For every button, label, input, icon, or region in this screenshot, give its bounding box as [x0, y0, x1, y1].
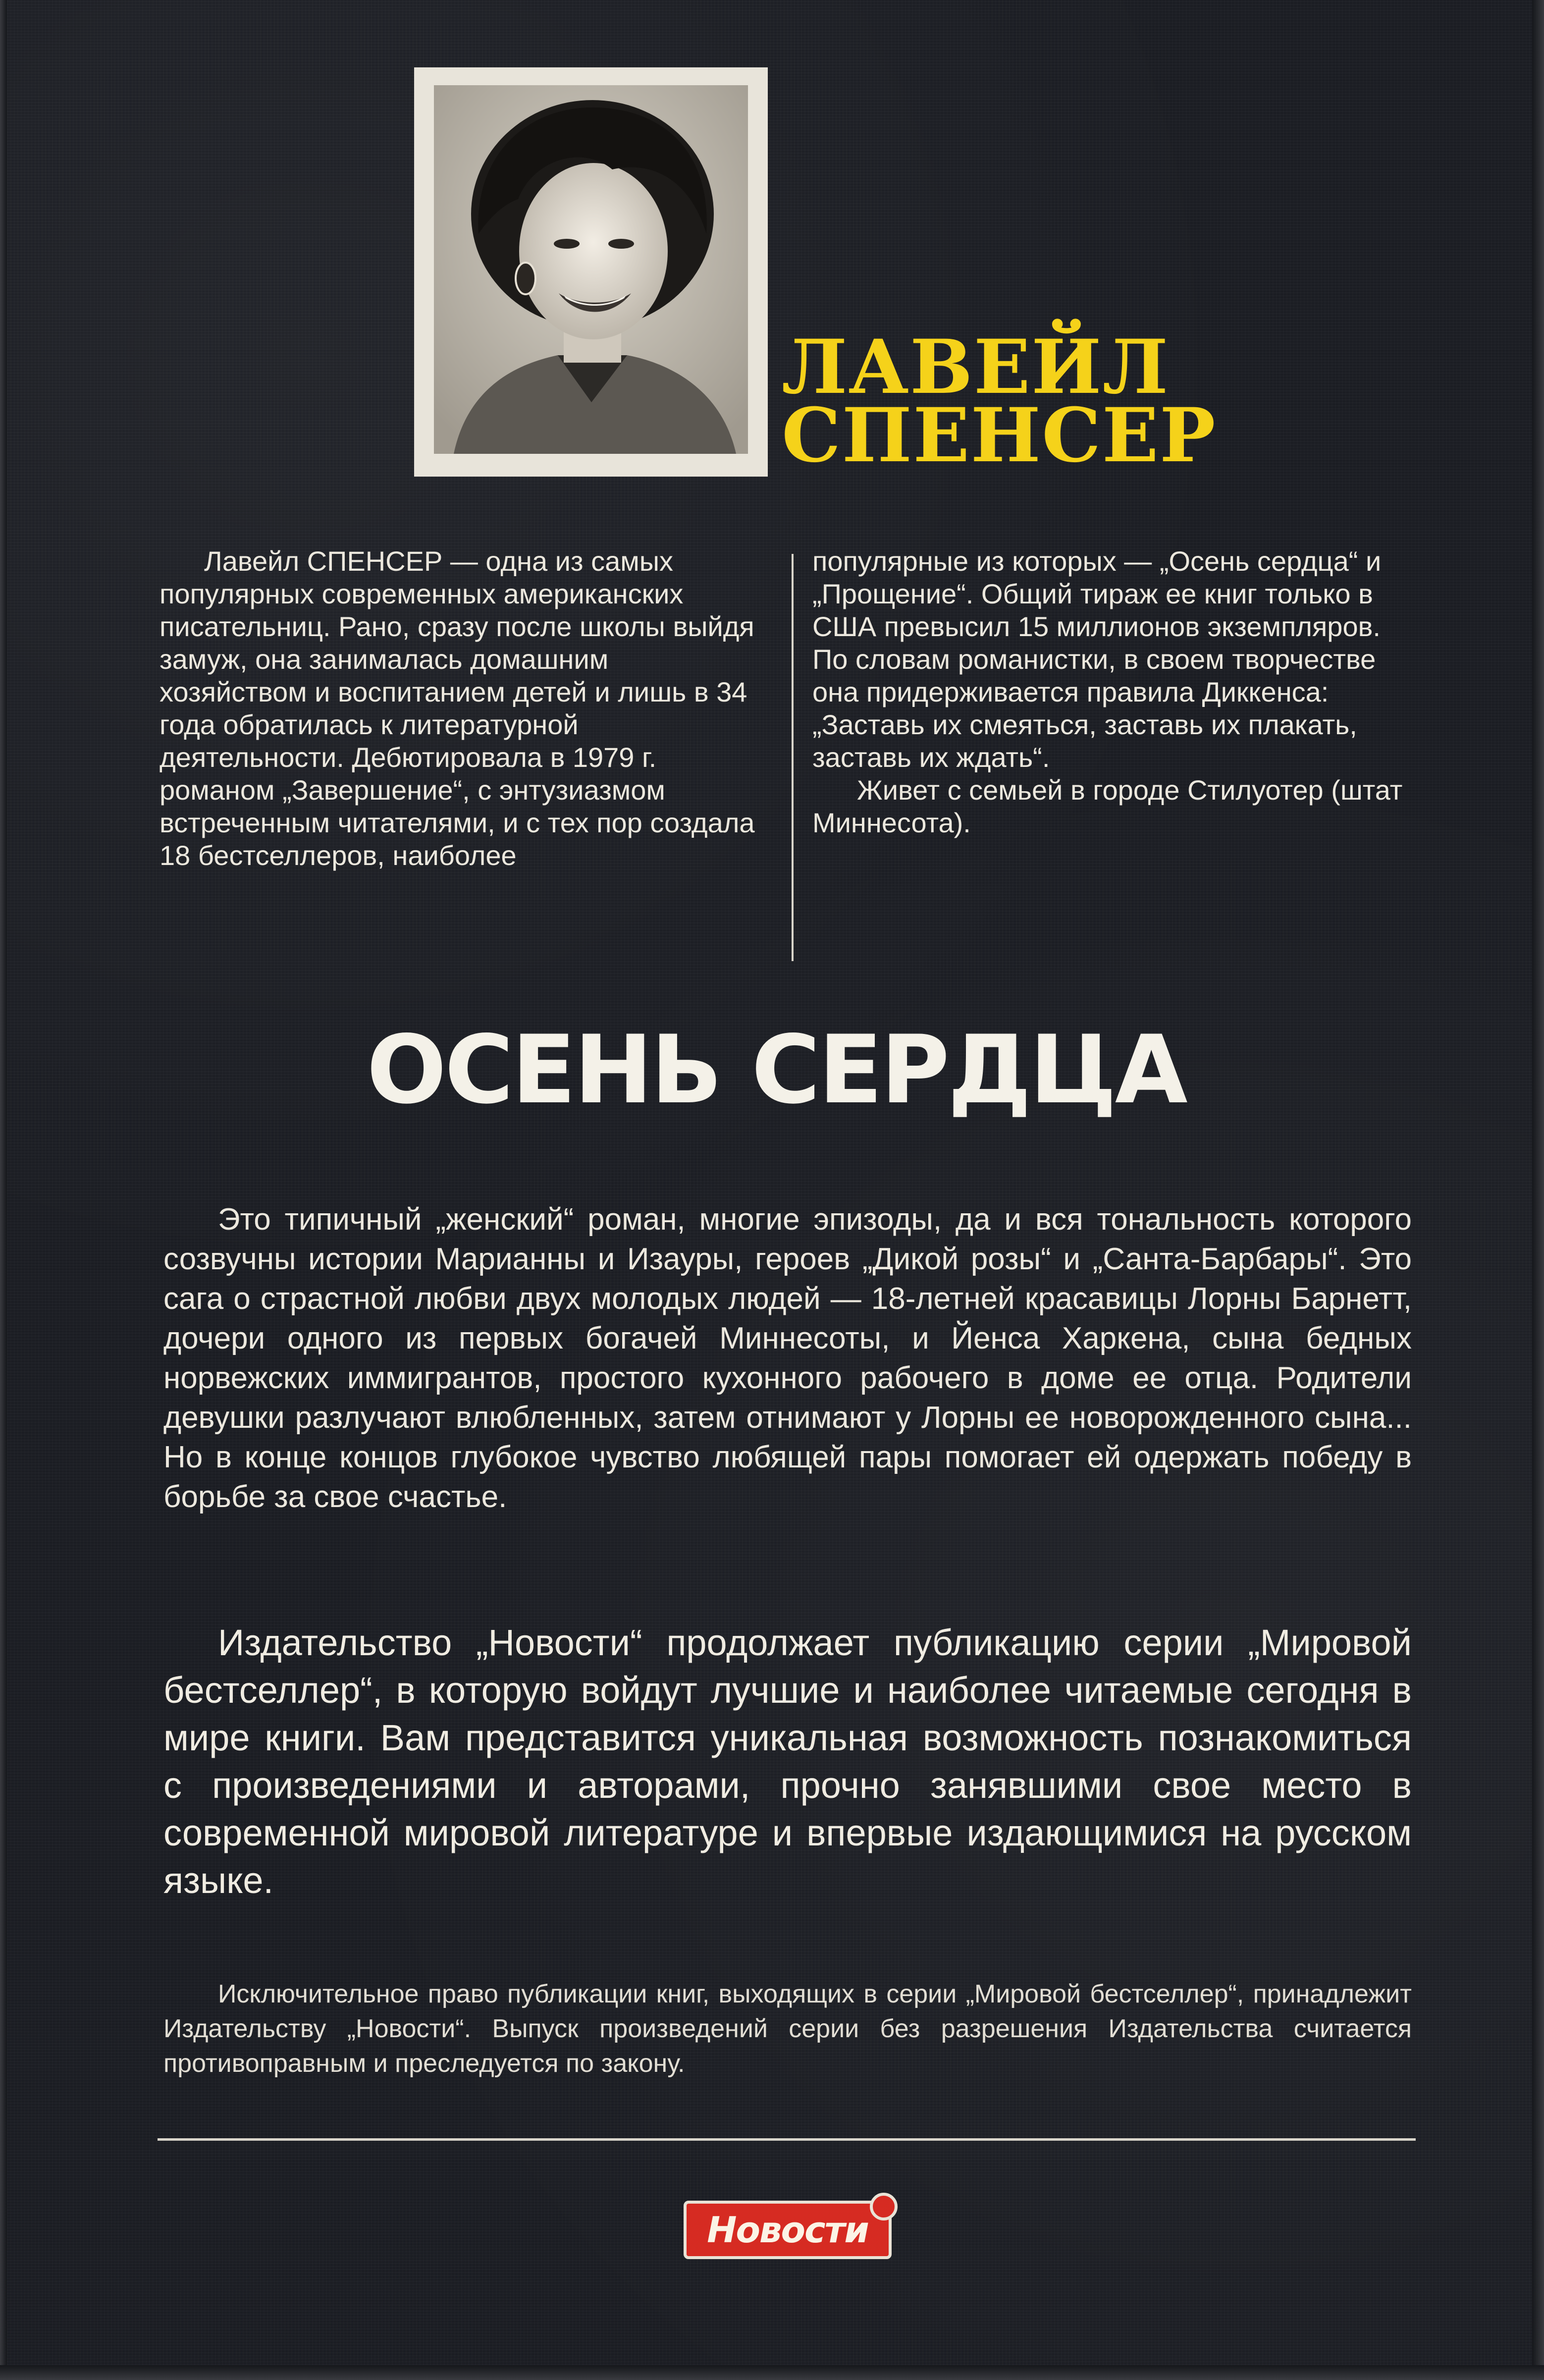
- book-synopsis: Это типичный „женский“ роман, многие эпизоды, да и вся тональность которого созвучны истории Марианны и Изауры, героев „Дикой розы“ и „Санта-Барбары“. Это сага о страстной любви двух молодых людей — 18-летней красавицы Лорны Барнетт, дочери одного из первых богачей Миннесоты, и Йенса Харкена, сына бедных норвежских иммигрантов, простого кухонного рабочего в доме ее отца. Родители девушки разлучают влюбленных, затем отнимают у Лорны ее новорожденного сына... Но в конце концов глубокое чувство любящей пары помогает ей одержать победу в борьбе за свое счастье.: [163, 1202, 1412, 1514]
- author-bio-text-right: популярные из которых — „Осень сердца“ и „Прощение“. Общий тираж ее книг только в США превысил 15 миллионов экземпляров. По словам романистки, в своем творчестве она придерживается правила Диккенса: „Заставь их смеяться, заставь их плакать, заставь их ждать“.: [812, 545, 1382, 773]
- author-bio-residence: Живет с семьей в городе Стилуотер (штат Миннесота).: [812, 774, 1403, 838]
- publisher-logo-text: Новости: [707, 2209, 868, 2251]
- author-name: [782, 324, 1227, 479]
- column-divider: [792, 554, 794, 961]
- cover-left-edge: [0, 0, 7, 2380]
- author-photo: [414, 67, 768, 477]
- cover-right-edge: [1532, 0, 1544, 2380]
- book-title: ОСЕНЬ СЕРДЦА: [367, 1015, 1186, 1125]
- author-bio-right-column: [812, 545, 1422, 839]
- author-first-name: ЛАВЕЙЛ: [782, 324, 1170, 411]
- copyright-notice: Исключительное право публикации книг, выходящих в серии „Мировой бестселлер“, принадлежит Издательству „Новости“. Выпуск произведений серии без разрешения Издательства считается противоправным и преследуется по закону.: [163, 1980, 1412, 2078]
- publisher-logo: [684, 2201, 892, 2259]
- author-last-name: СПЕНСЕР: [782, 392, 1217, 479]
- author-bio-text-left: Лавейл СПЕНСЕР — одна из самых популярных современных американских писательниц. Рано, сразу после школы выйдя замуж, она занималась домашним хозяйством и воспитанием детей и лишь в 34 года обратилась к литературной деятельности. Дебютировала в 1979 г. романом „Завершение“, с энтузиазмом встреченным читателями, и с тех пор создала 18 бестселлеров, наиболее: [160, 545, 755, 871]
- author-portrait: [434, 85, 748, 454]
- author-bio-left-column: [160, 545, 759, 872]
- series-description: Издательство „Новости“ продолжает публикацию серии „Мировой бестселлер“, в которую войдут лучшие и наиболее читаемые сегодня в мире книги. Вам представится уникальная возможность познакомиться с произведениями и авторами, прочно занявшими свое место в современной мировой литературе и впервые издающимися на русском языке.: [163, 1622, 1412, 1901]
- horizontal-rule: [158, 2138, 1416, 2141]
- cover-bottom-edge: [0, 2365, 1544, 2380]
- publisher-logo-mark-icon: [870, 2193, 898, 2220]
- author-portrait-illustration: [434, 85, 748, 454]
